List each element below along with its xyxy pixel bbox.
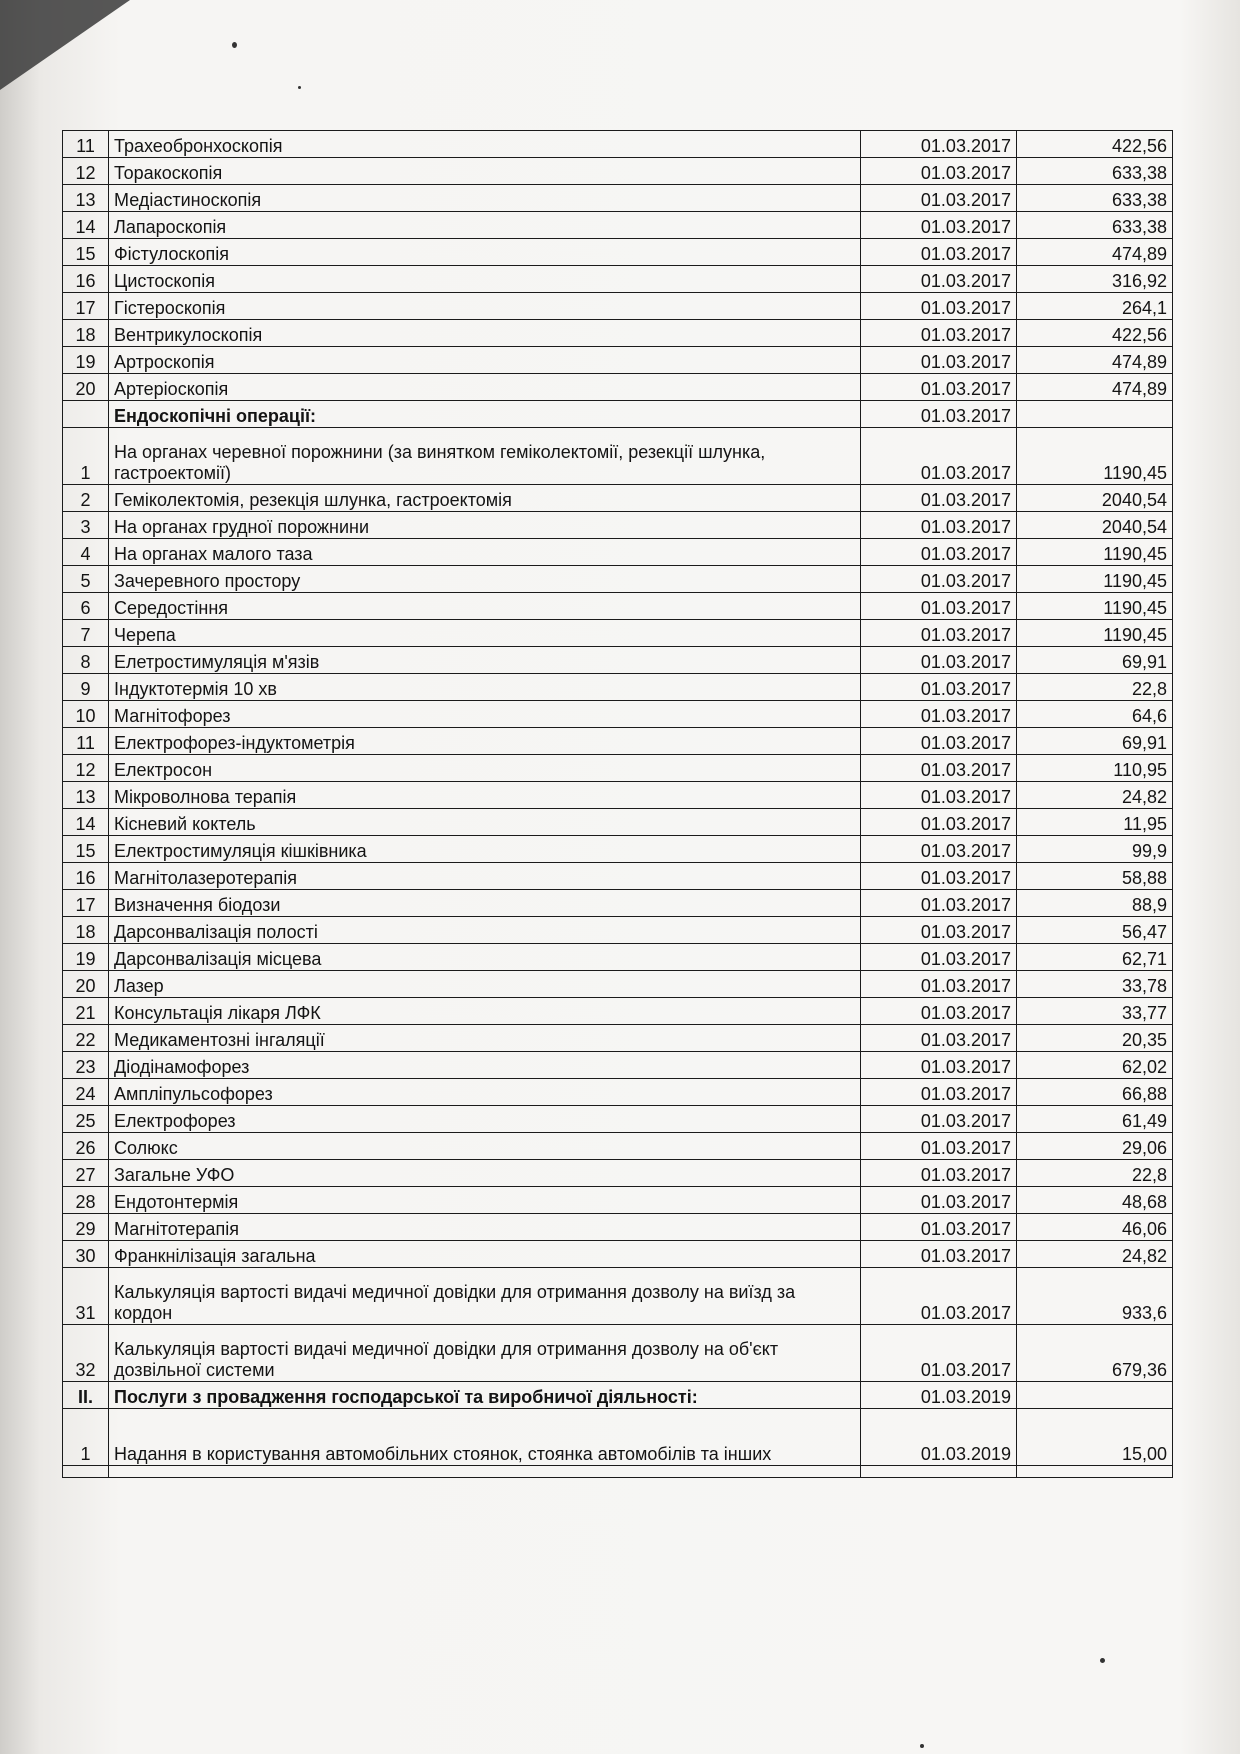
folded-page-corner (0, 0, 130, 90)
table-row (63, 809, 1173, 836)
table-row (63, 593, 1173, 620)
service-name-cell: Надання в користування автомобільних стоянок, стоянка автомобілів та інших (109, 1409, 861, 1466)
row-number-cell: 23 (63, 1052, 109, 1079)
price-cell: 264,1 (1017, 293, 1173, 320)
service-name-cell: Франкнілізація загальна (109, 1241, 861, 1268)
table-row (63, 782, 1173, 809)
table-row (63, 239, 1173, 266)
effective-date-cell: 01.03.2017 (861, 374, 1017, 401)
table-row (63, 131, 1173, 158)
effective-date-cell: 01.03.2017 (861, 185, 1017, 212)
table-row (63, 374, 1173, 401)
row-number-cell: 16 (63, 266, 109, 293)
table-row (63, 701, 1173, 728)
effective-date-cell: 01.03.2017 (861, 1079, 1017, 1106)
row-number-cell: 19 (63, 347, 109, 374)
effective-date-cell: 01.03.2017 (861, 320, 1017, 347)
service-name-cell: Медіастиноскопія (109, 185, 861, 212)
effective-date-cell: 01.03.2017 (861, 917, 1017, 944)
service-name-cell: Геміколектомія, резекція шлунка, гастроектомія (109, 485, 861, 512)
table-row (63, 566, 1173, 593)
price-cell: 1190,45 (1017, 566, 1173, 593)
row-number-cell: 8 (63, 647, 109, 674)
table-row (63, 1409, 1173, 1466)
service-name-cell: Магнітолазеротерапія (109, 863, 861, 890)
price-cell: 474,89 (1017, 239, 1173, 266)
row-number-cell (63, 401, 109, 428)
service-name-cell: На органах малого таза (109, 539, 861, 566)
table-row (63, 512, 1173, 539)
price-cell: 61,49 (1017, 1106, 1173, 1133)
service-name-cell: На органах грудної порожнини (109, 512, 861, 539)
price-cell: 1190,45 (1017, 593, 1173, 620)
effective-date-cell: 01.03.2017 (861, 212, 1017, 239)
effective-date-cell: 01.03.2017 (861, 998, 1017, 1025)
table-row (63, 998, 1173, 1025)
effective-date-cell: 01.03.2017 (861, 1325, 1017, 1382)
table-row (63, 890, 1173, 917)
effective-date-cell: 01.03.2017 (861, 1268, 1017, 1325)
table-row (63, 1214, 1173, 1241)
service-name-cell: Медикаментозні інгаляції (109, 1025, 861, 1052)
table-row (63, 158, 1173, 185)
price-cell: 48,68 (1017, 1187, 1173, 1214)
effective-date-cell: 01.03.2017 (861, 1214, 1017, 1241)
price-cell: 679,36 (1017, 1325, 1173, 1382)
effective-date-cell: 01.03.2017 (861, 1187, 1017, 1214)
price-cell: 2040,54 (1017, 485, 1173, 512)
row-number-cell: 20 (63, 971, 109, 998)
service-name-cell: Ендотонтермія (109, 1187, 861, 1214)
table-row (63, 485, 1173, 512)
service-name-cell: Мікроволнова терапія (109, 782, 861, 809)
price-cell: 66,88 (1017, 1079, 1173, 1106)
price-list-table (62, 130, 1173, 1478)
row-number-cell: 27 (63, 1160, 109, 1187)
table-row (63, 1025, 1173, 1052)
price-cell: 633,38 (1017, 185, 1173, 212)
price-cell: 33,78 (1017, 971, 1173, 998)
service-name-cell: Кісневий коктель (109, 809, 861, 836)
scan-speck (298, 86, 301, 89)
effective-date-cell: 01.03.2017 (861, 1160, 1017, 1187)
price-cell: 62,71 (1017, 944, 1173, 971)
table-row (63, 728, 1173, 755)
effective-date-cell: 01.03.2019 (861, 1409, 1017, 1466)
row-number-cell: 3 (63, 512, 109, 539)
row-number-cell: 30 (63, 1241, 109, 1268)
service-name-cell: Середостіння (109, 593, 861, 620)
table-row (63, 266, 1173, 293)
service-name-cell: Фістулоскопія (109, 239, 861, 266)
effective-date-cell: 01.03.2017 (861, 512, 1017, 539)
price-cell: 69,91 (1017, 728, 1173, 755)
row-number-cell: 12 (63, 755, 109, 782)
row-number-cell: 7 (63, 620, 109, 647)
row-number-cell: 1 (63, 1409, 109, 1466)
row-number-cell: 25 (63, 1106, 109, 1133)
scan-speck (1100, 1658, 1105, 1663)
row-number-cell: 9 (63, 674, 109, 701)
effective-date-cell: 01.03.2017 (861, 944, 1017, 971)
row-number-cell: 16 (63, 863, 109, 890)
price-cell: 56,47 (1017, 917, 1173, 944)
price-cell: 11,95 (1017, 809, 1173, 836)
row-number-cell: 28 (63, 1187, 109, 1214)
effective-date-cell: 01.03.2017 (861, 863, 1017, 890)
table-row (63, 836, 1173, 863)
service-name-cell: Гістероскопія (109, 293, 861, 320)
price-cell: 422,56 (1017, 320, 1173, 347)
row-number-cell: 5 (63, 566, 109, 593)
table-row (63, 428, 1173, 485)
service-name-cell: Електросон (109, 755, 861, 782)
effective-date-cell: 01.03.2017 (861, 809, 1017, 836)
price-cell: 64,6 (1017, 701, 1173, 728)
table-row (63, 917, 1173, 944)
row-number-cell: 11 (63, 131, 109, 158)
service-name-cell: Послуги з провадження господарської та виробничої діяльності: (109, 1382, 861, 1409)
row-number-cell: II. (63, 1382, 109, 1409)
effective-date-cell: 01.03.2017 (861, 539, 1017, 566)
price-cell: 1190,45 (1017, 428, 1173, 485)
service-name-cell: Вентрикулоскопія (109, 320, 861, 347)
row-number-cell: 26 (63, 1133, 109, 1160)
service-name-cell: Зачеревного простору (109, 566, 861, 593)
row-number-cell: 1 (63, 428, 109, 485)
service-name-cell: Артроскопія (109, 347, 861, 374)
scan-speck (920, 1744, 924, 1748)
price-cell: 46,06 (1017, 1214, 1173, 1241)
table-row (63, 1106, 1173, 1133)
service-name-cell: Солюкс (109, 1133, 861, 1160)
price-cell: 2040,54 (1017, 512, 1173, 539)
table-row (63, 674, 1173, 701)
service-name-cell: Калькуляція вартості видачі медичної довідки для отримання дозволу на об'єкт дозвільної системи (109, 1325, 861, 1382)
price-cell: 58,88 (1017, 863, 1173, 890)
price-cell: 474,89 (1017, 374, 1173, 401)
table-row (63, 863, 1173, 890)
row-number-cell: 10 (63, 701, 109, 728)
row-number-cell: 4 (63, 539, 109, 566)
price-cell: 110,95 (1017, 755, 1173, 782)
effective-date-cell: 01.03.2017 (861, 131, 1017, 158)
row-number-cell: 19 (63, 944, 109, 971)
price-cell: 29,06 (1017, 1133, 1173, 1160)
service-name-cell: Загальне УФО (109, 1160, 861, 1187)
row-number-cell: 17 (63, 293, 109, 320)
price-cell: 633,38 (1017, 158, 1173, 185)
service-name-cell: Трахеобронхоскопія (109, 131, 861, 158)
table-row (63, 1079, 1173, 1106)
effective-date-cell: 01.03.2017 (861, 293, 1017, 320)
price-list-sheet (62, 130, 1172, 1478)
effective-date-cell: 01.03.2017 (861, 728, 1017, 755)
row-number-cell: 22 (63, 1025, 109, 1052)
effective-date-cell: 01.03.2017 (861, 239, 1017, 266)
service-name-cell: Калькуляція вартості видачі медичної довідки для отримання дозволу на виїзд за кордон (109, 1268, 861, 1325)
row-number-cell: 2 (63, 485, 109, 512)
service-name-cell: Цистоскопія (109, 266, 861, 293)
table-row (63, 1241, 1173, 1268)
row-number-cell: 18 (63, 320, 109, 347)
price-list-body (63, 131, 1173, 1478)
effective-date-cell: 01.03.2017 (861, 755, 1017, 782)
service-name-cell: Дарсонвалізація полості (109, 917, 861, 944)
table-row (63, 1325, 1173, 1382)
effective-date-cell: 01.03.2017 (861, 674, 1017, 701)
table-row (63, 1268, 1173, 1325)
effective-date-cell: 01.03.2017 (861, 347, 1017, 374)
price-cell: 474,89 (1017, 347, 1173, 374)
service-name-cell: Лапароскопія (109, 212, 861, 239)
row-number-cell: 6 (63, 593, 109, 620)
effective-date-cell: 01.03.2017 (861, 266, 1017, 293)
empty-cell (1017, 1466, 1173, 1478)
table-row (63, 185, 1173, 212)
effective-date-cell: 01.03.2017 (861, 782, 1017, 809)
row-number-cell: 15 (63, 239, 109, 266)
row-number-cell: 14 (63, 212, 109, 239)
table-row (63, 944, 1173, 971)
price-cell: 633,38 (1017, 212, 1173, 239)
table-row-cut-off (63, 1466, 1173, 1478)
service-name-cell: Індуктотермія 10 хв (109, 674, 861, 701)
row-number-cell: 11 (63, 728, 109, 755)
effective-date-cell: 01.03.2017 (861, 593, 1017, 620)
service-name-cell: На органах черевної порожнини (за винятком геміколектомії, резекції шлунка, гастроектомії) (109, 428, 861, 485)
row-number-cell: 13 (63, 782, 109, 809)
scan-speck (232, 42, 237, 48)
effective-date-cell: 01.03.2017 (861, 890, 1017, 917)
price-cell: 22,8 (1017, 1160, 1173, 1187)
service-name-cell: Лазер (109, 971, 861, 998)
price-cell: 933,6 (1017, 1268, 1173, 1325)
service-name-cell: Артеріоскопія (109, 374, 861, 401)
service-name-cell: Магнітотерапія (109, 1214, 861, 1241)
price-cell (1017, 401, 1173, 428)
row-number-cell: 17 (63, 890, 109, 917)
service-name-cell: Черепа (109, 620, 861, 647)
table-row (63, 971, 1173, 998)
price-cell (1017, 1382, 1173, 1409)
row-number-cell: 31 (63, 1268, 109, 1325)
table-section-row (63, 401, 1173, 428)
service-name-cell: Торакоскопія (109, 158, 861, 185)
service-name-cell: Консультація лікаря ЛФК (109, 998, 861, 1025)
service-name-cell: Дарсонвалізація місцева (109, 944, 861, 971)
table-row (63, 755, 1173, 782)
effective-date-cell: 01.03.2017 (861, 401, 1017, 428)
effective-date-cell: 01.03.2017 (861, 836, 1017, 863)
table-row (63, 347, 1173, 374)
table-row (63, 212, 1173, 239)
row-number-cell: 14 (63, 809, 109, 836)
service-name-cell: Діодінамофорез (109, 1052, 861, 1079)
table-row (63, 1052, 1173, 1079)
row-number-cell: 29 (63, 1214, 109, 1241)
effective-date-cell: 01.03.2017 (861, 620, 1017, 647)
empty-cell (109, 1466, 861, 1478)
effective-date-cell: 01.03.2017 (861, 566, 1017, 593)
service-name-cell: Електростимуляція кішківника (109, 836, 861, 863)
price-cell: 316,92 (1017, 266, 1173, 293)
service-name-cell: Ендоскопічні операції: (109, 401, 861, 428)
row-number-cell: 20 (63, 374, 109, 401)
price-cell: 1190,45 (1017, 620, 1173, 647)
price-cell: 422,56 (1017, 131, 1173, 158)
effective-date-cell: 01.03.2017 (861, 1052, 1017, 1079)
price-cell: 24,82 (1017, 1241, 1173, 1268)
table-row (63, 539, 1173, 566)
effective-date-cell: 01.03.2017 (861, 1133, 1017, 1160)
effective-date-cell: 01.03.2017 (861, 1241, 1017, 1268)
price-cell: 69,91 (1017, 647, 1173, 674)
row-number-cell: 24 (63, 1079, 109, 1106)
price-cell: 62,02 (1017, 1052, 1173, 1079)
row-number-cell: 15 (63, 836, 109, 863)
table-row (63, 647, 1173, 674)
price-cell: 33,77 (1017, 998, 1173, 1025)
price-cell: 88,9 (1017, 890, 1173, 917)
price-cell: 22,8 (1017, 674, 1173, 701)
row-number-cell: 21 (63, 998, 109, 1025)
effective-date-cell: 01.03.2017 (861, 158, 1017, 185)
service-name-cell: Визначення біодози (109, 890, 861, 917)
row-number-cell: 13 (63, 185, 109, 212)
table-row (63, 320, 1173, 347)
empty-cell (63, 1466, 109, 1478)
service-name-cell: Елетростимуляція м'язів (109, 647, 861, 674)
table-row (63, 293, 1173, 320)
service-name-cell: Електрофорез (109, 1106, 861, 1133)
table-row (63, 1187, 1173, 1214)
effective-date-cell: 01.03.2017 (861, 701, 1017, 728)
effective-date-cell: 01.03.2017 (861, 647, 1017, 674)
table-section-row (63, 1382, 1173, 1409)
effective-date-cell: 01.03.2017 (861, 1025, 1017, 1052)
row-number-cell: 12 (63, 158, 109, 185)
price-cell: 1190,45 (1017, 539, 1173, 566)
effective-date-cell: 01.03.2019 (861, 1382, 1017, 1409)
price-cell: 20,35 (1017, 1025, 1173, 1052)
price-cell: 15,00 (1017, 1409, 1173, 1466)
row-number-cell: 32 (63, 1325, 109, 1382)
service-name-cell: Магнітофорез (109, 701, 861, 728)
table-row (63, 1160, 1173, 1187)
price-cell: 24,82 (1017, 782, 1173, 809)
effective-date-cell: 01.03.2017 (861, 971, 1017, 998)
effective-date-cell: 01.03.2017 (861, 428, 1017, 485)
empty-cell (861, 1466, 1017, 1478)
effective-date-cell: 01.03.2017 (861, 485, 1017, 512)
table-row (63, 620, 1173, 647)
service-name-cell: Ампліпульсофорез (109, 1079, 861, 1106)
service-name-cell: Електрофорез-індуктометрія (109, 728, 861, 755)
effective-date-cell: 01.03.2017 (861, 1106, 1017, 1133)
price-cell: 99,9 (1017, 836, 1173, 863)
row-number-cell: 18 (63, 917, 109, 944)
table-row (63, 1133, 1173, 1160)
